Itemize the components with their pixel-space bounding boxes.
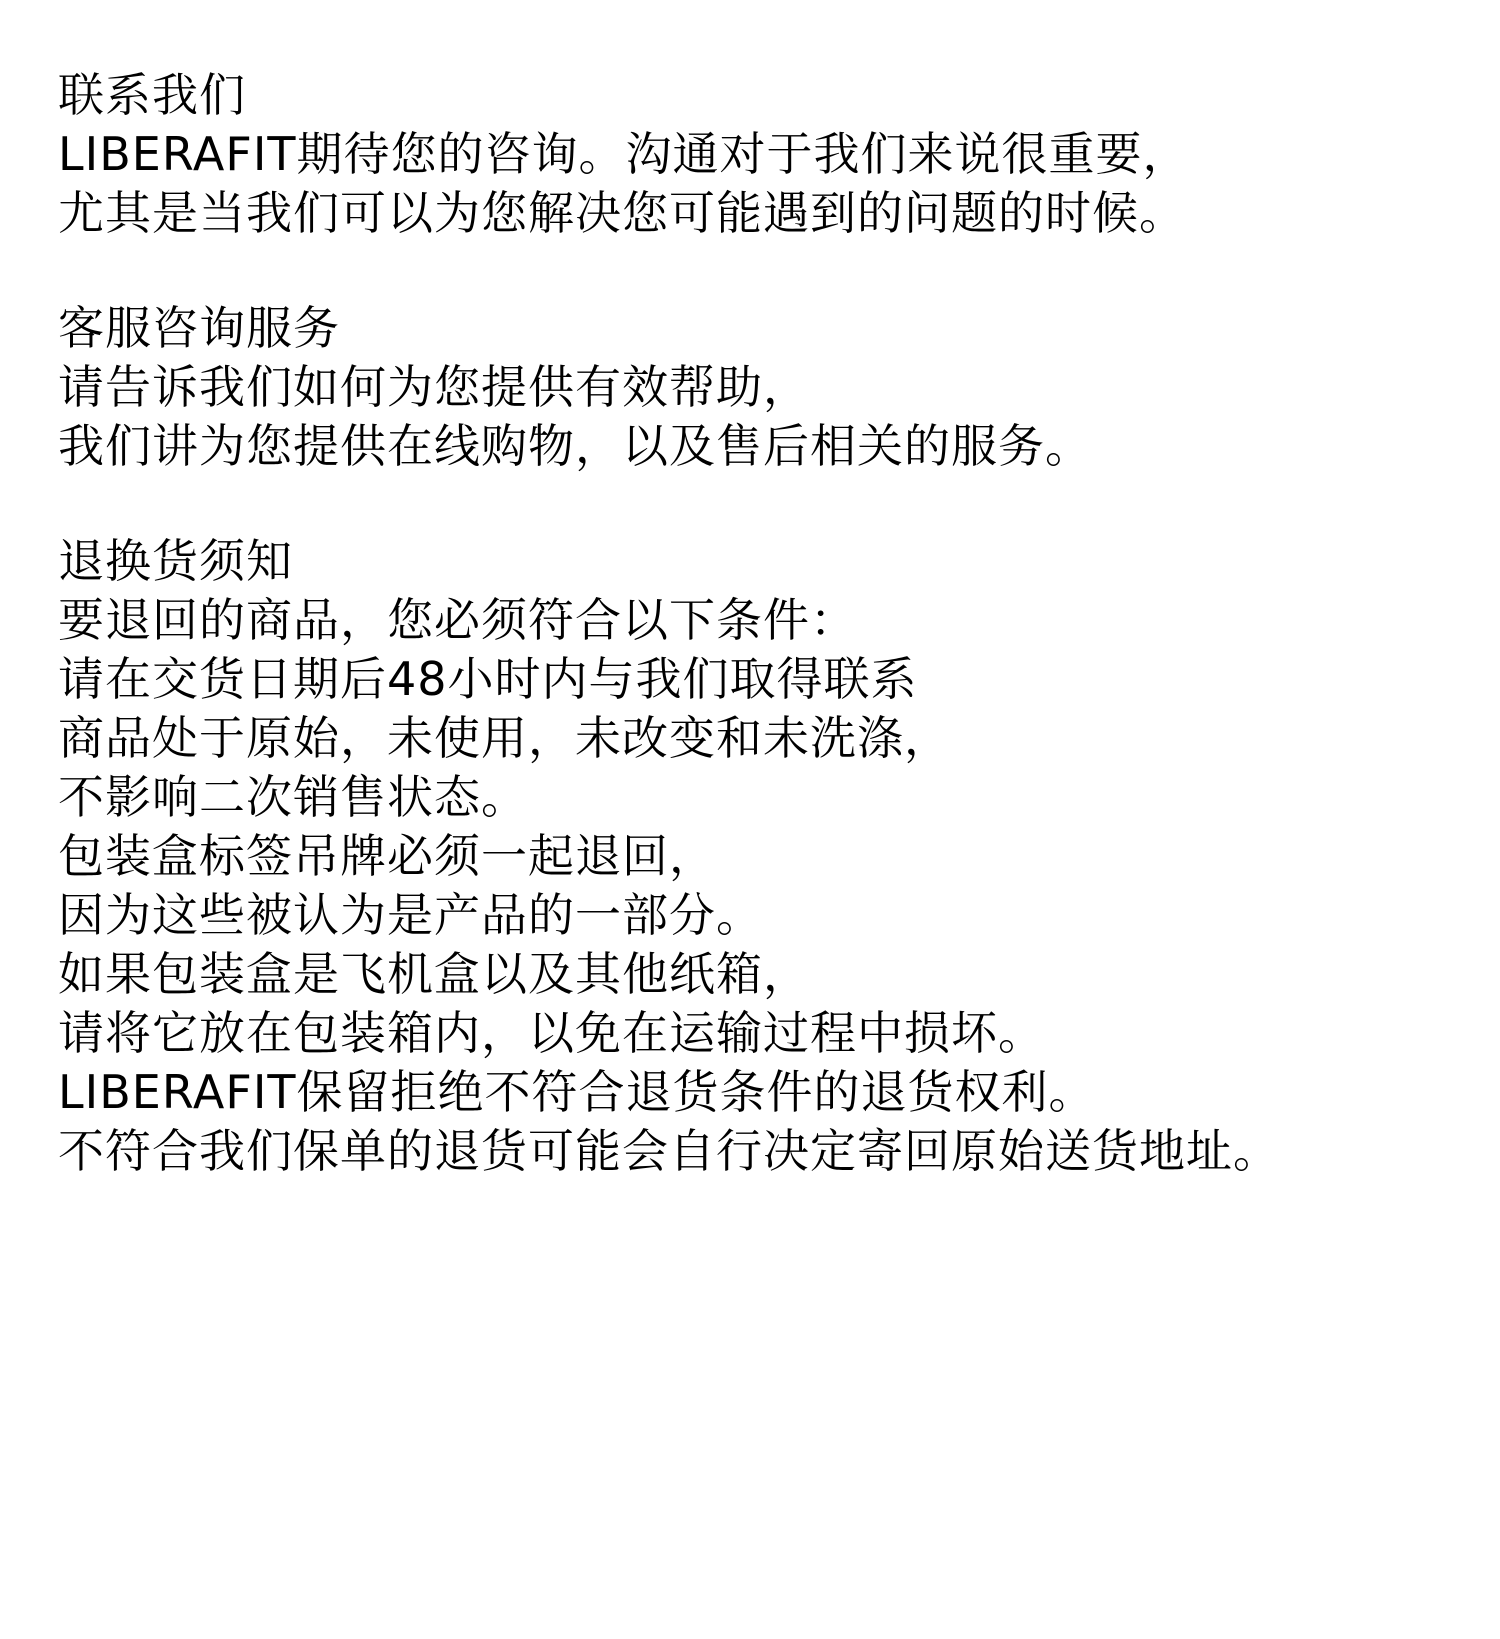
returns-paragraph-line: LIBERAFIT保留拒绝不符合退货条件的退货权利。 [58,1065,1096,1119]
returns-paragraph-line: 要退回的商品，您必须符合以下条件： [58,593,857,647]
contact-paragraph-line: 尤其是当我们可以为您解决您可能遇到的问题的时候。 [58,186,1186,240]
contact-heading: 联系我们 [58,68,246,122]
returns-paragraph-line: 请将它放在包装箱内，以免在运输过程中损坏。 [58,1006,1045,1060]
returns-paragraph-line: 如果包装盒是飞机盒以及其他纸箱， [58,947,810,1001]
contact-section [58,66,1458,243]
returns-paragraph-line: 请在交货日期后48小时内与我们取得联系 [58,652,918,706]
service-paragraph-line: 我们讲为您提供在线购物，以及售后相关的服务。 [58,419,1092,473]
returns-paragraph-line: 不符合我们保单的退货可能会自行决定寄回原始送货地址。 [58,1124,1280,1178]
returns-heading: 退换货须知 [58,534,293,588]
returns-section [58,532,1458,1181]
returns-paragraph-line: 不影响二次销售状态。 [58,770,528,824]
service-heading: 客服咨询服务 [58,301,340,355]
returns-paragraph-line: 包装盒标签吊牌必须一起退回， [58,829,716,883]
service-section [58,299,1458,476]
contact-paragraph-line: LIBERAFIT期待您的咨询。沟通对于我们来说很重要， [58,127,1190,181]
service-paragraph-line: 请告诉我们如何为您提供有效帮助， [58,360,810,414]
document-body [58,66,1458,1237]
returns-paragraph-line: 因为这些被认为是产品的一部分。 [58,888,763,942]
returns-paragraph-line: 商品处于原始，未使用，未改变和未洗涤， [58,711,951,765]
